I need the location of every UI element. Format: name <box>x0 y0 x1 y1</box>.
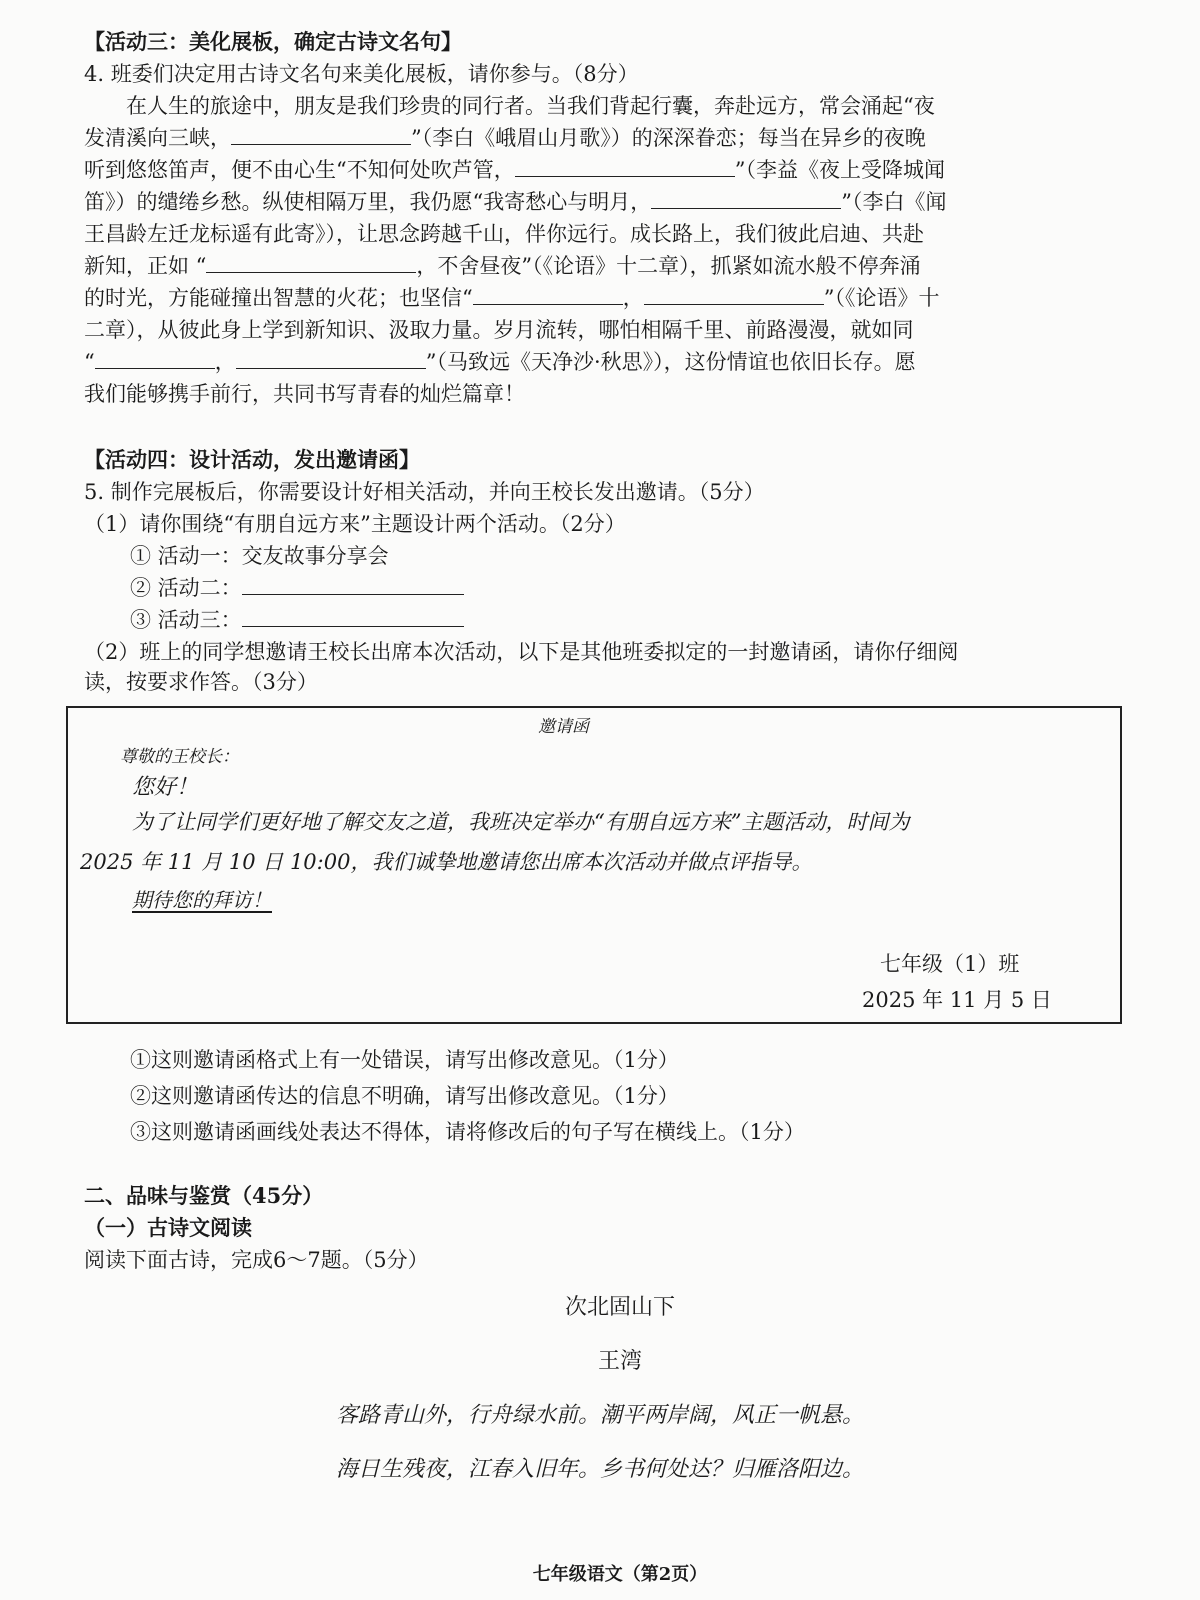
text-fragment: 的时光，方能碰撞出智慧的火花；也坚信“ <box>84 286 473 310</box>
text-fragment: ，不舍昼夜”（《论语》十二章），抓紧如流水般不停奔涌 <box>416 254 921 278</box>
answer-blank[interactable] <box>651 186 841 209</box>
answer-blank[interactable] <box>473 282 623 305</box>
letter-closing <box>132 884 272 913</box>
text-fragment: ”（马致远《天净沙·秋思》），这份情谊也依旧长存。愿 <box>425 350 916 374</box>
passage-line-4 <box>84 186 946 218</box>
passage-line-8: 二章），从彼此身上学到新知识、汲取力量。岁月流转，哪怕相隔千里、前路漫漫，就如同 <box>84 318 914 342</box>
text-fragment: ”（李白《闻 <box>841 190 947 214</box>
passage-line-5: 王昌龄左迁龙标遥有此寄》），让思念跨越千山，伴你远行。成长路上，我们彼此启迪、共赴 <box>84 222 924 246</box>
letter-greeting: 您好！ <box>132 775 199 800</box>
letter-salutation: 尊敬的王校长： <box>120 747 239 767</box>
text-fragment: ③ 活动三： <box>130 608 242 632</box>
passage-line-6 <box>84 250 921 282</box>
letter-question-3: ③这则邀请函画线处表达不得体，请将修改后的句子写在横线上。（1分） <box>130 1120 805 1144</box>
question-4: 4. 班委们决定用古诗文名句来美化展板，请你参与。（8分） <box>84 62 639 86</box>
text-fragment: 听到悠悠笛声，便不由心生“不知何处吹芦管， <box>84 158 515 182</box>
passage-line-1: 在人生的旅途中，朋友是我们珍贵的同行者。当我们背起行囊，奔赴远方，常会涌起“夜 <box>126 94 935 118</box>
activity-item-3 <box>130 604 464 636</box>
answer-blank[interactable] <box>242 572 464 595</box>
page-footer: 七年级语文（第2页） <box>532 1564 708 1585</box>
letter-question-2: ②这则邀请函传达的信息不明确，请写出修改意见。（1分） <box>130 1084 679 1108</box>
answer-blank[interactable] <box>231 122 411 145</box>
letter-signature-class: 七年级（1）班 <box>880 952 1020 976</box>
poem-author: 王湾 <box>597 1349 642 1374</box>
letter-question-1: ①这则邀请函格式上有一处错误，请写出修改意见。（1分） <box>130 1048 679 1072</box>
answer-blank[interactable] <box>242 604 464 627</box>
text-fragment: ”（李益《夜上受降城闻 <box>734 158 945 182</box>
subquestion-2-line-1: （2）班上的同学想邀请王校长出席本次活动，以下是其他班委拟定的一封邀请函，请你仔细阅 <box>84 640 959 664</box>
subquestion-1: （1）请你围绕“有朋自远方来”主题设计两个活动。（2分） <box>84 512 626 536</box>
poem-title: 次北固山下 <box>564 1295 675 1320</box>
passage-line-7 <box>84 282 939 314</box>
text-fragment: 笛》）的缱绻乡愁。纵使相隔万里，我仍愿“我寄愁心与明月， <box>84 190 652 214</box>
answer-blank[interactable] <box>515 154 735 177</box>
passage-line-9 <box>84 346 916 378</box>
poem-line-1: 客路青山外，行舟绿水前。潮平两岸阔，风正一帆悬。 <box>335 1403 864 1428</box>
letter-signature-date: 2025 年 11 月 5 日 <box>862 988 1052 1012</box>
answer-blank[interactable] <box>644 282 824 305</box>
text-fragment: ”（《论语》十 <box>823 286 940 310</box>
invitation-letter-box <box>66 706 1122 1024</box>
activity3-header: 【活动三：美化展板，确定古诗文名句】 <box>84 29 462 54</box>
section-2-header: 二、品味与鉴赏（45分） <box>84 1183 324 1208</box>
letter-body-line-2: 2025 年 11 月 10 日 10:00，我们诚挚地邀请您出席本次活动并做点评指导。 <box>80 850 813 874</box>
text-fragment: 新知，正如 “ <box>84 254 207 278</box>
answer-blank[interactable] <box>206 250 416 273</box>
question-5: 5. 制作完展板后，你需要设计好相关活动，并向王校长发出邀请。（5分） <box>84 480 765 504</box>
underlined-closing: 期待您的拜访！ <box>132 888 272 912</box>
text-fragment: ”（李白《峨眉山月歌》）的深深眷恋；每当在异乡的夜晚 <box>411 126 926 150</box>
poem-line-2: 海日生残夜，江春入旧年。乡书何处达？归雁洛阳边。 <box>335 1457 864 1482</box>
text-fragment: “ <box>84 350 95 374</box>
letter-body-line-1: 为了让同学们更好地了解交友之道，我班决定举办“有朋自远方来”主题活动，时间为 <box>132 810 910 834</box>
text-fragment: ， <box>622 286 644 310</box>
passage-line-10: 我们能够携手前行，共同书写青春的灿烂篇章！ <box>84 382 525 406</box>
passage-line-2 <box>84 122 926 154</box>
subquestion-2-line-2: 读，按要求作答。（3分） <box>84 670 318 694</box>
text-fragment: ② 活动二： <box>130 576 242 600</box>
activity-item-2 <box>130 572 464 604</box>
section-2-subheader: （一）古诗文阅读 <box>84 1215 252 1240</box>
activity4-header: 【活动四：设计活动，发出邀请函】 <box>84 447 420 472</box>
text-fragment: 发清溪向三峡， <box>84 126 231 150</box>
answer-blank[interactable] <box>95 346 215 369</box>
text-fragment: ， <box>214 350 236 374</box>
activity-item-1: ① 活动一：交友故事分享会 <box>130 544 389 568</box>
section-2-instruction: 阅读下面古诗，完成6～7题。（5分） <box>84 1248 429 1272</box>
passage-line-3 <box>84 154 945 186</box>
answer-blank[interactable] <box>236 346 426 369</box>
letter-title: 邀请函 <box>538 717 589 737</box>
